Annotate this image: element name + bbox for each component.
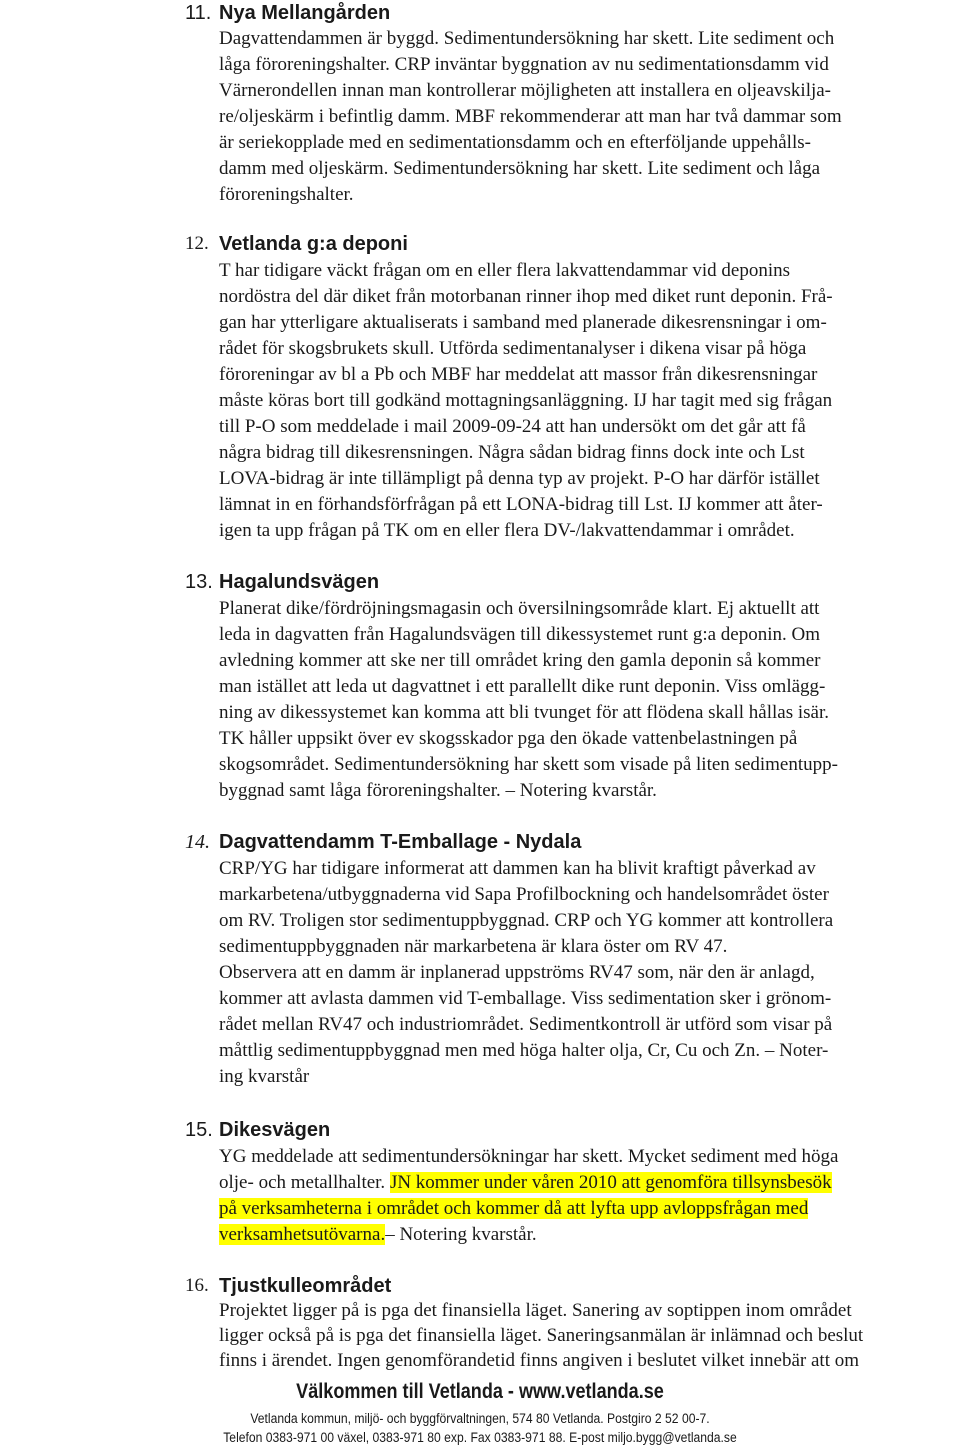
- paragraph-line: rådet för skogsbrukets skull. Utförda sedimentanalyser i dikena visar på höga: [219, 338, 807, 359]
- paragraph-line: leda in dagvatten från Hagalundsvägen till dikessystemet runt g:a deponin. Om: [219, 624, 820, 645]
- paragraph-line: finns i ärendet. Ingen genomförandetid finns angiven i beslutet vilket innebär att om: [219, 1350, 860, 1371]
- section-title: Nya Mellangården: [219, 2, 391, 24]
- paragraph-line: CRP/YG har tidigare informerat att dammen kan ha blivit kraftigt påverkad av: [219, 858, 816, 879]
- footer-title: Välkommen till Vetlanda - www.vetlanda.se: [296, 1380, 664, 1403]
- paragraph-line: rådet mellan RV47 och industriområdet. Sedimentkontroll är utförd som visar på: [219, 1014, 833, 1035]
- paragraph-line: byggnad samt låga föroreningshalter. – Notering kvarstår.: [219, 780, 657, 801]
- paragraph-line: om RV. Troligen stor sedimentuppbyggnad. CRP och YG kommer att kontrollera: [219, 910, 834, 931]
- paragraph-line: markarbetena/utbyggnaderna vid Sapa Profilbockning och handelsområdet öster: [219, 884, 829, 905]
- plain-text: olje- och metallhalter.: [219, 1172, 390, 1193]
- section-number: 12.: [185, 233, 209, 254]
- paragraph-line: TK håller uppsikt över ev skogsskador pga den ökade vattenbelastningen på: [219, 728, 798, 749]
- section-number: 16.: [185, 1275, 209, 1296]
- paragraph-line: Projektet ligger på is pga det finansiella läget. Sanering av soptippen inom området: [219, 1300, 852, 1321]
- paragraph-line: re/oljeskärm i befintlig damm. MBF rekommenderar att man har två dammar som: [219, 106, 842, 127]
- paragraph-line: [219, 1196, 808, 1222]
- paragraph-line: man istället att leda ut dagvattnet i ett parallellt dike runt deponin. Viss omlägg-: [219, 676, 826, 697]
- paragraph-line: LOVA-bidrag är inte tillämpligt på denna typ av projekt. P-O har därför istället: [219, 468, 820, 489]
- section-title: Dikesvägen: [219, 1119, 331, 1141]
- paragraph-line: ing kvarstår: [219, 1066, 310, 1087]
- paragraph-line: damm med oljeskärm. Sedimentundersökning har skett. Lite sediment och låga: [219, 158, 820, 179]
- paragraph-line: T har tidigare väckt frågan om en eller flera lakvattendammar vid deponins: [219, 260, 791, 281]
- section-number: 14.: [185, 831, 210, 853]
- footer-address: Vetlanda kommun, miljö- och byggförvaltningen, 574 80 Vetlanda. Postgiro 2 52 00-7.: [250, 1411, 710, 1426]
- paragraph-line: måste köras bort till godkänd mottagningsanläggning. IJ har tagit med sig frågan: [219, 390, 833, 411]
- section-title: Hagalundsvägen: [219, 571, 380, 593]
- paragraph-line: föroreningar av bl a Pb och MBF har meddelat att massor från dikesrensningar: [219, 364, 818, 385]
- section-title: Tjustkulleområdet: [219, 1275, 392, 1297]
- footer-contact: Telefon 0383-971 00 växel, 0383-971 80 exp. Fax 0383-971 88. E-post miljo.bygg@vetlanda.se: [223, 1430, 737, 1445]
- section-number: 15.: [185, 1119, 213, 1141]
- highlighted-text: på verksamheterna i området och kommer då att lyfta upp avloppsfrågan med: [219, 1198, 809, 1219]
- paragraph-line: nordöstra del där diket från motorbanan rinner ihop med diket runt deponin. Frå-: [219, 286, 833, 307]
- paragraph-line: låga föroreningshalter. CRP inväntar byggnation av nu sedimentationsdamm vid: [219, 54, 829, 75]
- highlighted-text: JN kommer under våren 2010 att genomföra tillsynsbesök: [389, 1172, 832, 1193]
- paragraph-line: Observera att en damm är inplanerad uppströms RV47 som, när den är anlagd,: [219, 962, 815, 983]
- paragraph-line: Planerat dike/fördröjningsmagasin och översilningsområde klart. Ej aktuellt att: [219, 598, 820, 619]
- paragraph-line: ning av dikessystemet kan komma att bli tvunget för att flödena skall hållas isär.: [219, 702, 829, 723]
- paragraph-line: till P-O som meddelade i mail 2009-09-24 att han undersökt om det går att få: [219, 416, 806, 437]
- paragraph-line: [219, 1222, 537, 1248]
- paragraph-line: ligger också på is pga det finansiella läget. Saneringsanmälan är inlämnad och beslut: [219, 1325, 864, 1346]
- plain-text: – Notering kvarstår.: [385, 1224, 537, 1245]
- section-number: 13.: [185, 571, 213, 593]
- paragraph-line: några bidrag till dikesrensningen. Några sådan bidrag finns dock inte och Lst: [219, 442, 805, 463]
- paragraph-line: måttlig sedimentuppbyggnad men med höga halter olja, Cr, Cu och Zn. – Noter-: [219, 1040, 829, 1061]
- paragraph-line: föroreningshalter.: [219, 184, 354, 205]
- section-title: Dagvattendamm T-Emballage - Nydala: [219, 831, 582, 853]
- section-title: Vetlanda g:a deponi: [219, 233, 408, 255]
- paragraph-line: igen ta upp frågan på TK om en eller flera DV-/lakvattendammar i området.: [219, 520, 795, 541]
- highlighted-text: verksamhetsutövarna.: [219, 1224, 386, 1245]
- paragraph-line: är seriekopplade med en sedimentationsdamm och en efterföljande uppehålls-: [219, 132, 811, 153]
- section-number: 11.: [185, 2, 212, 24]
- paragraph-line: YG meddelade att sedimentundersökningar har skett. Mycket sediment med höga: [219, 1146, 839, 1167]
- paragraph-line: lämnat in en förhandsförfrågan på ett LONA-bidrag till Lst. IJ kommer att åter-: [219, 494, 823, 515]
- paragraph-line: avledning kommer att ske ner till området kring den gamla deponin så kommer: [219, 650, 821, 671]
- paragraph-line: kommer att avlasta dammen vid T-emballage. Viss sedimentation sker i grönom-: [219, 988, 832, 1009]
- paragraph-line: skogsområdet. Sedimentundersökning har skett som visade på liten sedimentupp-: [219, 754, 838, 775]
- paragraph-line: Dagvattendammen är byggd. Sedimentundersökning har skett. Lite sediment och: [219, 28, 835, 49]
- paragraph-line: [219, 1170, 832, 1196]
- paragraph-line: sedimentuppbyggnaden när markarbetena är klara öster om RV 47.: [219, 936, 728, 957]
- paragraph-line: Värnerondellen innan man kontrollerar möjligheten att installera en oljeavskilja-: [219, 80, 832, 101]
- paragraph-line: gan har ytterligare aktualiserats i samband med planerade dikesrensningar i om-: [219, 312, 827, 333]
